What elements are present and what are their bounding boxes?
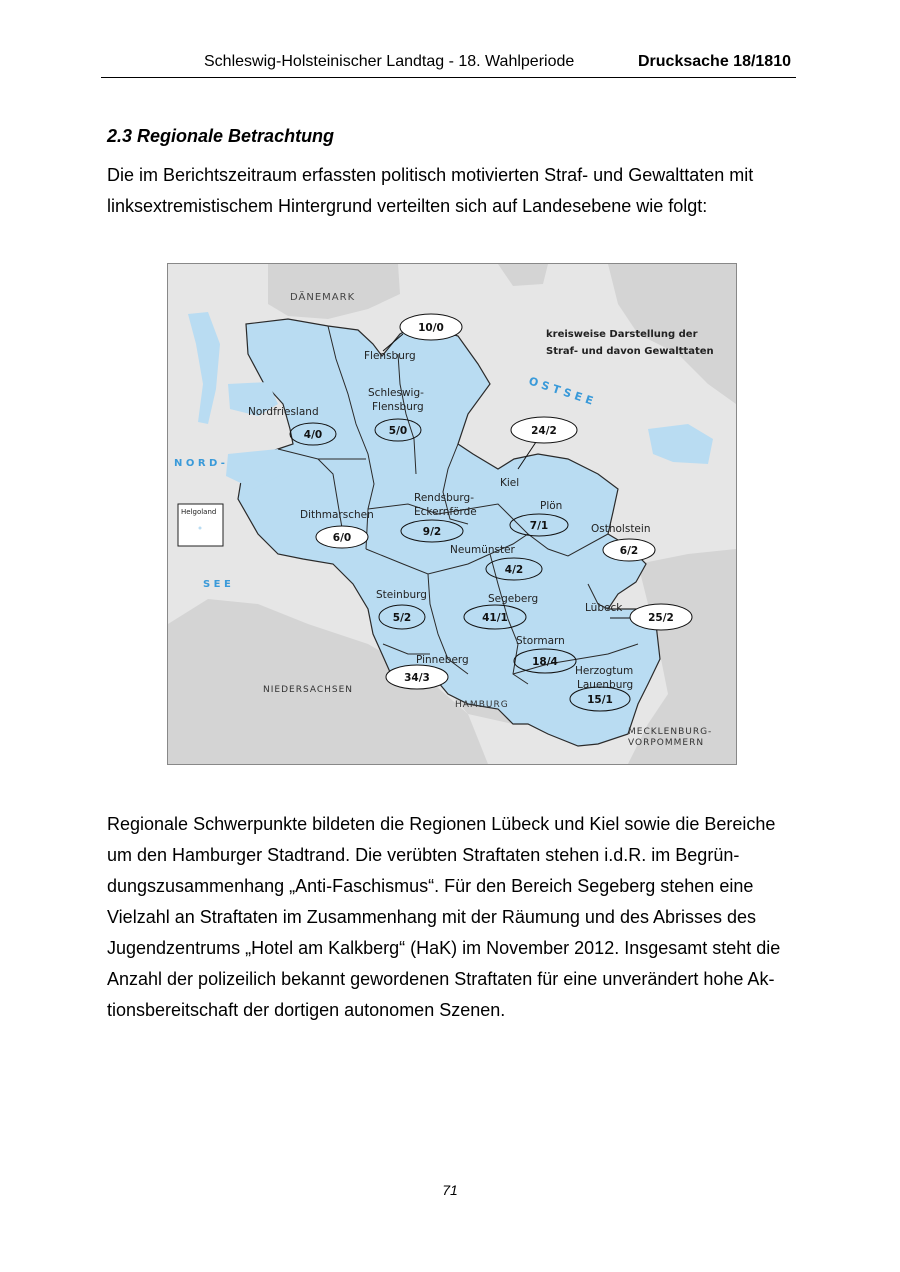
district-name-rendsburg-1: Rendsburg- <box>414 492 474 504</box>
label-mv-line2: VORPOMMERN <box>628 738 705 748</box>
label-nord: N O R D - <box>174 458 225 469</box>
value-flensburg: 10/0 <box>418 322 444 334</box>
district-name-ploen: Plön <box>540 500 563 512</box>
body-line: tionsbereitschaft der dortigen autonomen Szenen. <box>107 1000 506 1020</box>
value-neumuenster: 4/2 <box>504 564 524 576</box>
map-svg <box>168 264 736 764</box>
value-luebeck: 25/2 <box>648 612 674 624</box>
district-name-stormarn: Stormarn <box>516 635 565 647</box>
body-line: Anzahl der polizeilich bekannt gewordenen Straftaten für eine unverändert hohe Ak- <box>107 969 775 989</box>
body-line: Regionale Schwerpunkte bildeten die Regionen Lübeck und Kiel sowie die Bereiche <box>107 814 776 834</box>
page-number: 71 <box>442 1182 458 1198</box>
district-name-lauenburg-1: Herzogtum <box>575 665 634 677</box>
district-name-neumuenster: Neumünster <box>450 544 515 556</box>
district-name-ostholstein: Ostholstein <box>591 523 651 535</box>
map-legend-line1: kreisweise Darstellung der <box>546 329 698 340</box>
intro-line: Die im Berichtszeitraum erfassten politisch motivierten Straf- und Gewalttaten mit <box>107 165 754 185</box>
district-name-luebeck: Lübeck <box>585 602 623 614</box>
district-name-segeberg: Segeberg <box>488 593 539 605</box>
district-name-steinburg: Steinburg <box>376 589 427 601</box>
district-name-nordfriesland: Nordfriesland <box>248 406 319 418</box>
intro-line: linksextremistischem Hintergrund verteilten sich auf Landesebene wie folgt: <box>107 196 708 216</box>
value-ostholstein: 6/2 <box>619 545 639 557</box>
value-steinburg: 5/2 <box>392 612 412 624</box>
header-title: Schleswig-Holsteinischer Landtag - 18. Wahlperiode <box>204 53 575 70</box>
helgoland-island <box>199 527 202 530</box>
label-helgoland: Helgoland <box>181 508 217 516</box>
body-line: Jugendzentrums „Hotel am Kalkberg“ (HaK) im November 2012. Insgesamt steht die <box>107 938 781 958</box>
value-kiel: 24/2 <box>531 425 557 437</box>
label-hamburg: HAMBURG <box>455 700 509 710</box>
value-nordfriesland: 4/0 <box>303 429 323 441</box>
value-stormarn: 18/4 <box>532 656 558 668</box>
district-map <box>167 263 737 765</box>
section-heading: 2.3 Regionale Betrachtung <box>107 126 335 146</box>
map-legend-line2: Straf- und davon Gewalttaten <box>546 346 714 357</box>
district-name-schleswig-flensburg-1: Schleswig- <box>368 387 424 399</box>
value-ploen: 7/1 <box>529 520 549 532</box>
value-dithmarschen: 6/0 <box>332 532 352 544</box>
label-see: S E E <box>203 579 231 590</box>
label-niedersachsen: NIEDERSACHSEN <box>263 685 354 695</box>
sylt-island <box>188 312 220 424</box>
value-lauenburg: 15/1 <box>587 694 613 706</box>
district-name-dithmarschen: Dithmarschen <box>300 509 374 521</box>
fehmarn-island <box>648 424 713 464</box>
value-rendsburg: 9/2 <box>422 526 442 538</box>
district-name-pinneberg: Pinneberg <box>416 654 469 666</box>
page-header <box>101 50 796 78</box>
district-name-flensburg: Flensburg <box>364 350 416 362</box>
island-land <box>498 264 548 286</box>
district-name-kiel: Kiel <box>500 477 520 489</box>
district-name-rendsburg-2: Eckernförde <box>414 506 477 518</box>
district-name-schleswig-flensburg-2: Flensburg <box>372 401 424 413</box>
label-denmark: DÄNEMARK <box>290 292 356 303</box>
district-name-lauenburg-2: Lauenburg <box>577 679 634 691</box>
label-mv-line1: MECKLENBURG- <box>628 727 713 737</box>
header-doc-number: Drucksache 18/1810 <box>638 53 791 70</box>
label-ostsee: O S T S E E <box>527 374 595 408</box>
body-line: um den Hamburger Stadtrand. Die verübten Straftaten stehen i.d.R. im Begrün- <box>107 845 740 865</box>
value-pinneberg: 34/3 <box>404 672 430 684</box>
body-paragraph <box>107 809 797 1026</box>
intro-paragraph <box>107 160 797 222</box>
body-line: Vielzahl an Straftaten im Zusammenhang mit der Räumung und des Abrisses des <box>107 907 757 927</box>
body-line: dungszusammenhang „Anti-Faschismus“. Für den Bereich Segeberg stehen eine <box>107 876 754 896</box>
value-segeberg: 41/1 <box>482 612 508 624</box>
value-schleswig-flensburg: 5/0 <box>388 425 408 437</box>
